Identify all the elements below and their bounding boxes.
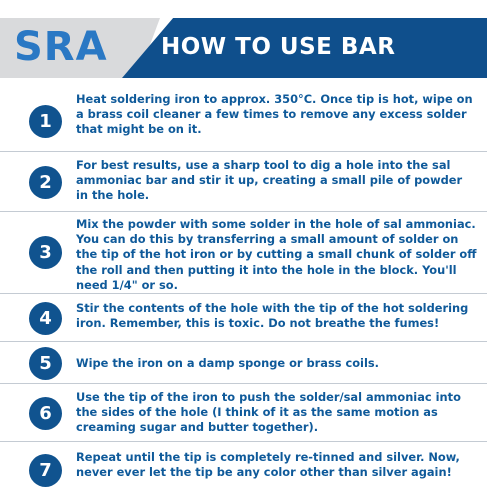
step-number-badge: 5 (29, 347, 62, 380)
step-item (0, 212, 487, 294)
step-text: For best results, use a sharp tool to dig a hole into the sal ammoniac bar and stir it up, creating a small pile of powder in the hole. (76, 158, 463, 203)
header (0, 0, 487, 78)
step-number-badge: 6 (29, 397, 62, 430)
step-item (0, 384, 487, 442)
step-number-badge: 2 (29, 166, 62, 199)
step-item (0, 92, 487, 152)
page-title: HOW TO USE BAR (161, 34, 396, 60)
step-item (0, 442, 487, 494)
step-number-badge: 4 (29, 302, 62, 335)
step-item (0, 294, 487, 342)
step-text: Heat soldering iron to approx. 350°C. Once tip is hot, wipe on a brass coil cleaner a few times to remove any excess solder that might be on it. (76, 92, 473, 137)
step-number-badge: 3 (29, 236, 62, 269)
brand-logo: SRA (14, 24, 108, 70)
step-text: Use the tip of the iron to push the solder/sal ammoniac into the sides of the hole (I think of it as the same motion as creaming sugar and butter together). (76, 390, 461, 435)
step-text: Wipe the iron on a damp sponge or brass coils. (76, 356, 379, 370)
step-number-badge: 7 (29, 454, 62, 487)
step-text: Stir the contents of the hole with the tip of the hot soldering iron. Remember, this is toxic. Do not breathe the fumes! (76, 301, 469, 331)
step-text: Mix the powder with some solder in the hole of sal ammoniac. You can do this by transferring a small amount of solder on the tip of the hot iron or by cutting a small chunk of solder off the roll and then putting it into the hole in the block. You'll need 1/4" or so. (76, 217, 477, 292)
step-text: Repeat until the tip is completely re-tinned and silver. Now, never ever let the tip be any color other than silver again! (76, 450, 460, 480)
step-item (0, 342, 487, 384)
steps-list (0, 92, 487, 494)
step-number-badge: 1 (29, 105, 62, 138)
step-item (0, 152, 487, 212)
